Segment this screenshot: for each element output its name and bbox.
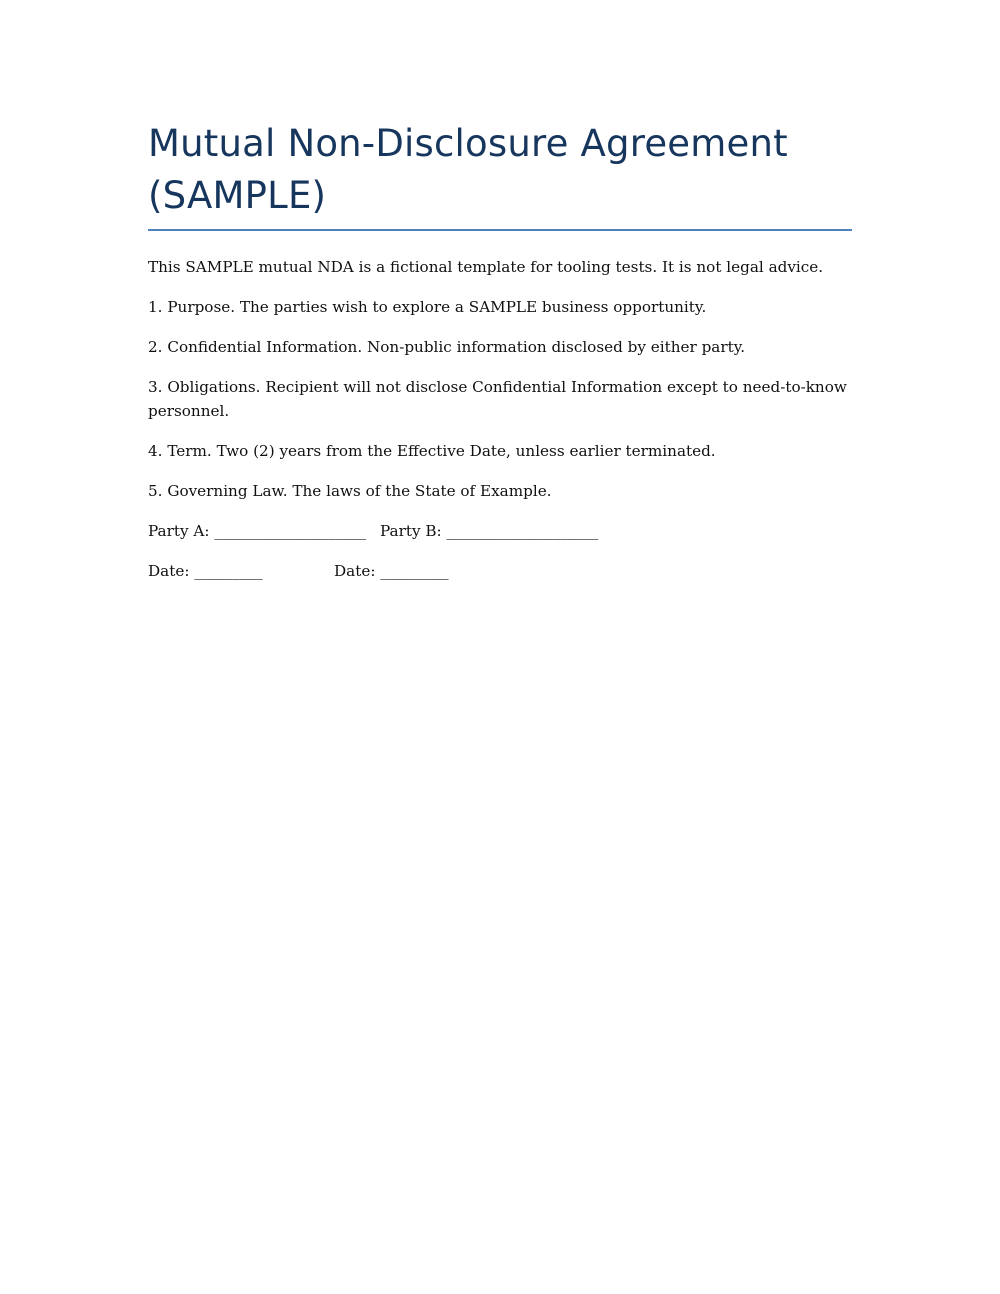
intro-paragraph: This SAMPLE mutual NDA is a fictional template for tooling tests. It is not legal advice.: [148, 258, 824, 276]
date-b-line: Date: _________: [334, 562, 449, 580]
date-signature-row: [148, 559, 852, 583]
title-underline-rule: [148, 229, 852, 231]
document-body: [148, 255, 852, 583]
clause-confidential-information: 2. Confidential Information. Non-public information disclosed by either party.: [148, 338, 746, 356]
document-title: Mutual Non-Disclosure Agreement (SAMPLE): [148, 122, 788, 217]
clause-obligations: 3. Obligations. Recipient will not disclose Confidential Information except to need-to-know personnel.: [148, 378, 847, 420]
party-a-signature-line: Party A: ____________________: [148, 522, 367, 540]
clause-purpose: 1. Purpose. The parties wish to explore a SAMPLE business opportunity.: [148, 298, 707, 316]
clause-term: 4. Term. Two (2) years from the Effective Date, unless earlier terminated.: [148, 442, 716, 460]
date-a-line: Date: _________: [148, 562, 263, 580]
party-signature-row: [148, 519, 852, 543]
clause-governing-law: 5. Governing Law. The laws of the State of Example.: [148, 482, 552, 500]
document-content: [148, 118, 852, 583]
party-b-signature-line: Party B: ____________________: [380, 522, 599, 540]
